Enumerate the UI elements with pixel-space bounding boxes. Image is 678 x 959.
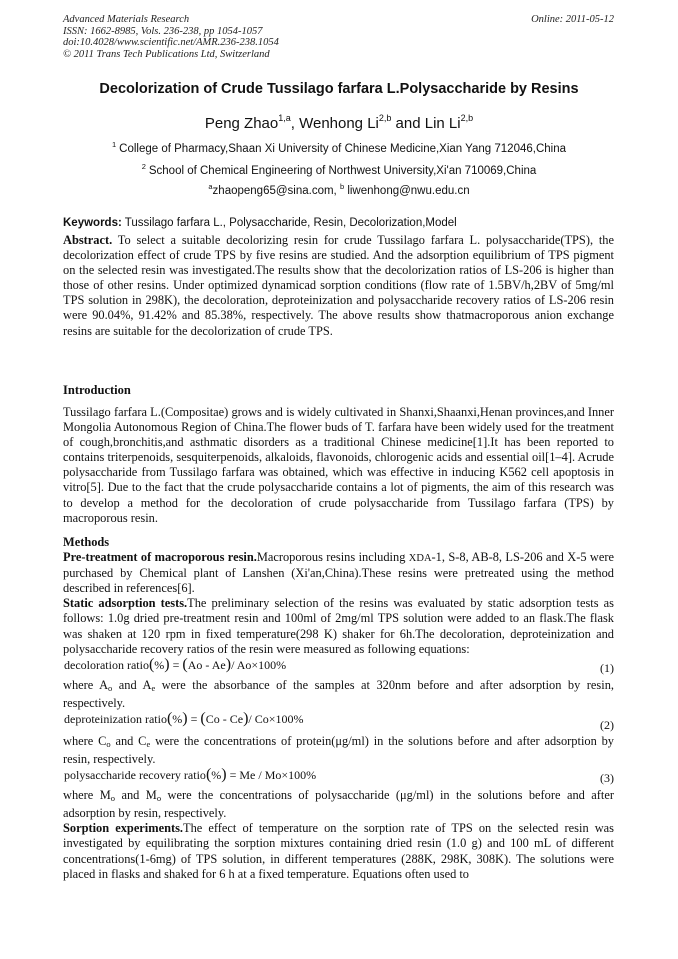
equation-3-explanation <box>63 788 614 821</box>
equation-term: % <box>172 711 183 726</box>
paragraph-text: The preliminary selection of the resins was evaluated by static adsorption tests as follows: 1.0g dried pre-treatment resin and 100ml of 2mg/ml TPS solution were added to an flask.The flask was shaken at 120 rpm in fixed temperature(298 K) shaker for 6h.The decoloration, deproteinization and polysaccharide recovery ratios of the resin were measured as following equations: <box>63 596 614 656</box>
equation-3 <box>63 767 614 788</box>
equation-2 <box>63 711 614 734</box>
paragraph-text: and M <box>115 788 157 803</box>
equation-formula: decoloration ratio(%) = (Ao - Ae)/ Ao×100% <box>64 655 287 673</box>
equation-2-explanation <box>63 734 614 767</box>
equation-term: decoloration ratio <box>64 657 149 672</box>
affiliation-2 <box>0 162 678 177</box>
subscript: e <box>146 738 151 749</box>
subscript: e <box>151 682 156 693</box>
paragraph-text: and C <box>110 733 147 748</box>
subscript: o <box>108 682 113 693</box>
affiliation-1 <box>0 140 678 155</box>
equation-term: = <box>187 711 201 726</box>
equation-term: = <box>169 657 183 672</box>
keywords-label: Keywords: <box>63 217 122 229</box>
paragraph-text: were the concentrations of protein(μg/ml) in the solutions before and after adsorption by resin, respectively. <box>63 733 614 767</box>
journal-name: Advanced Materials Research <box>63 14 190 25</box>
equation-term: / Ao×100% <box>231 657 287 672</box>
equation-term: = Me / Mo×100% <box>226 768 317 783</box>
author-sup: 2,b <box>378 113 392 123</box>
equation-1-explanation <box>63 678 614 711</box>
abstract <box>63 233 614 339</box>
equation-1 <box>63 657 614 678</box>
paragraph-text: Macroporous resins including <box>256 550 409 565</box>
abstract-text: To select a suitable decolorizing resin for crude Tussilago farfara L. polysaccharide(TPS), the decolorization effect of crude TPS by five resins are studied. And the adsorption equilibrium of TPS pigment on the selected resin was investigated.The results show that the decolorization ratios of LS-206 is higher than those of other resins. Under optimized dynamicad sorption conditions (flow rate of 1.5BV/h,2BV of 5mg/ml TPS solution in 298K), the decoloration, deproteinization and polysaccharide recovery ratios of LS-206 resin were 90.04%, 91.42% and 85.38%, respectively. The above results show thatmacroporous anion exchange resins are suitable for the decolorization of crude TPS. <box>63 233 614 338</box>
abstract-label: Abstract. <box>63 233 113 247</box>
equation-term: Ao - Ae <box>187 657 226 672</box>
paragraph-text: XDA <box>408 553 432 565</box>
author-line <box>0 113 678 132</box>
paragraph-text: where A <box>63 677 109 692</box>
author-name: and Lin Li <box>391 115 461 132</box>
subheading: Static adsorption tests. <box>63 596 188 611</box>
subheading: Sorption experiments. <box>63 821 184 836</box>
doi-line: doi:10.4028/www.scientific.net/AMR.236-238.1054 <box>63 37 279 48</box>
subheading: Pre-treatment of macroporous resin. <box>63 550 257 565</box>
affiliation-text: School of Chemical Engineering of Northwest University,Xi'an 710069,China <box>148 165 537 177</box>
equation-formula: polysaccharide recovery ratio(%) = Me / Mo×100% <box>64 766 317 784</box>
section-heading-introduction: Introduction <box>63 383 131 397</box>
section-heading-methods: Methods <box>63 535 110 549</box>
equation-number: (3) <box>600 771 614 786</box>
email-mark: b <box>339 182 345 191</box>
email-address: zhaopeng65@sina.com, <box>212 185 340 197</box>
affiliation-text: College of Pharmacy,Shaan Xi University of Chinese Medicine,Xian Yang 712046,China <box>119 143 566 155</box>
email-mark: a <box>208 182 213 191</box>
equation-term: % <box>154 657 165 672</box>
subscript: o <box>156 793 162 804</box>
issn-line: ISSN: 1662-8985, Vols. 236-238, pp 1054-1057 <box>63 25 263 37</box>
equation-formula: deproteinization ratio(%) = (Co - Ce)/ Co×100% <box>64 709 304 727</box>
introduction-paragraph: Tussilago farfara L.(Compositae) grows and is widely cultivated in Shanxi,Shaanxi,Henan provinces,and Inner Mongolia Autonomous Region of China.The flower buds of T. farfara have been widely used for the treatment of cough,bronchitis,and asthmatic disorders as a traditional Chinese medicine[1].It has been reported to contains triterpenoids, sesquiterpenoids, alkaloids, flavonoids, chlorogenic acids and essential oil[1–4]. Acrude polysaccharide from Tussilago farfara was obtained, which was effective in inducing K562 cell apoptosis in vitro[5]. Due to the fact that the crude polysaccharide contains a lot of pigments, the aim of this research was to develop a method for the decoloration of crude polysaccharide from Tussilago farfara (TPS) by macroporous resin. <box>63 405 614 525</box>
affiliation-mark: 2 <box>141 162 146 171</box>
equation-number: (2) <box>600 717 614 732</box>
paragraph-text: and A <box>112 677 152 692</box>
equation-number: (1) <box>600 660 614 675</box>
pretreatment-paragraph <box>63 550 614 596</box>
online-date: Online: 2011-05-12 <box>531 14 614 25</box>
journal-header <box>63 14 279 60</box>
static-adsorption-paragraph <box>63 596 614 656</box>
copyright-line: © 2011 Trans Tech Publications Ltd, Switzerland <box>63 48 270 60</box>
paragraph-text: were the concentrations of polysaccharide (μg/ml) in the solutions before and after adsorption by resin, respectively. <box>63 788 614 821</box>
email-line <box>0 182 678 197</box>
paragraph-text: The effect of temperature on the sorption rate of TPS on the selected resin was investigated by equilibrating the sorption mixtures containing dried resin (1.0 g) and 100 mL of different concentrations(1-6mg) of TPS solution, in different temperatures (288K, 298K, 308K). The solutions were placed in flasks and shaked for 6 h at a fixed temperature. Equations often used to <box>63 821 614 881</box>
author-name: , Wenhong Li <box>290 115 379 132</box>
subscript: o <box>106 738 111 749</box>
paragraph-text: where C <box>63 733 107 748</box>
email-address: liwenhong@nwu.edu.cn <box>344 185 470 197</box>
equation-term: / Co×100% <box>248 711 304 726</box>
affiliation-mark: 1 <box>111 140 117 149</box>
author-name: Peng Zhao <box>204 115 279 132</box>
author-sup: 1,a <box>278 113 291 123</box>
equation-term: Co - Ce <box>205 711 244 726</box>
equation-term: deproteinization ratio <box>64 711 167 726</box>
keywords <box>63 216 614 231</box>
equation-term: polysaccharide recovery ratio <box>64 768 206 783</box>
author-sup: 2,b <box>460 113 474 123</box>
paragraph-text: -1, S-8, AB-8, LS-206 and X-5 were purchased by Chemical plant of Lanshen (Xi'an,China).These resins were pretreated using the method described in references[6]. <box>63 550 614 596</box>
sorption-paragraph <box>63 821 614 881</box>
subscript: o <box>110 793 115 804</box>
keywords-text: Tussilago farfara L., Polysaccharide, Resin, Decolorization,Model <box>121 217 457 229</box>
paragraph-text: where M <box>63 788 111 803</box>
equation-term: % <box>211 768 222 783</box>
methods-section <box>63 535 614 882</box>
paragraph-text: were the absorbance of the samples at 320nm before and after adsorption by resin, respectively. <box>63 677 614 710</box>
paper-title: Decolorization of Crude Tussilago farfara L.Polysaccharide by Resins <box>99 81 579 97</box>
